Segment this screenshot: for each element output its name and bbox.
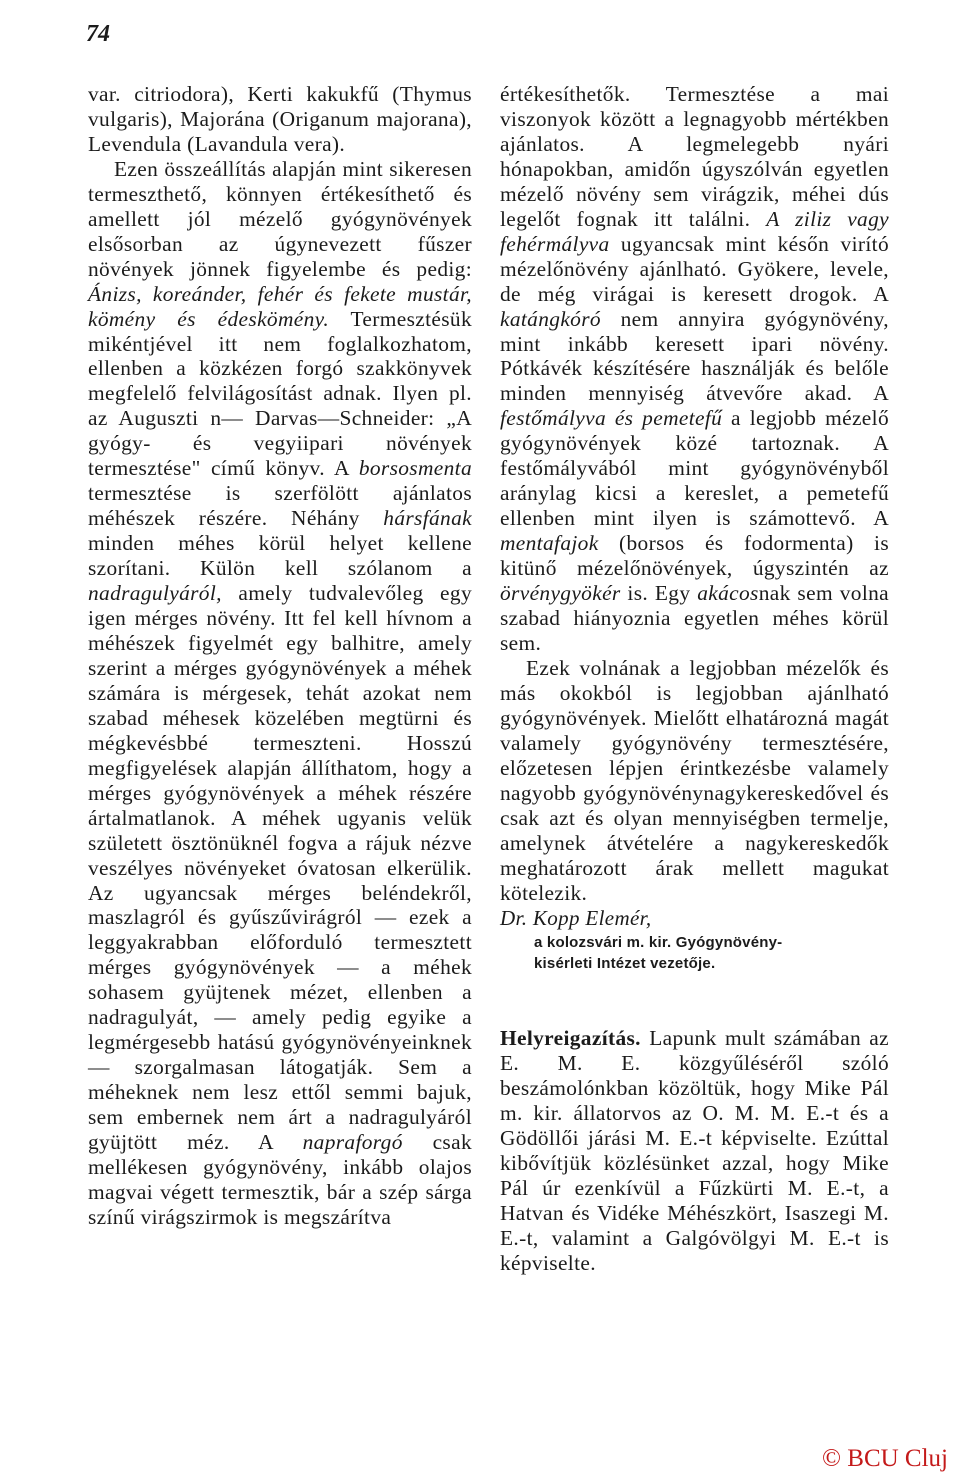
italic-plant-name: festőmályva és pemetefű [500,406,723,431]
italic-plant-name: akácos [697,581,759,606]
text-run: a legjobb mézelő gyógynövények közé tartoznak. A festőmályvából mint gyógynövényből aránylag kicsi a kereslet, a pemetefű ellenben mint ilyen is számottevő. A [500,406,889,531]
italic-plant-name: mentafajok [500,531,599,556]
correction-heading: Helyreigazítás. [500,1026,641,1051]
text-run: minden méhes körül helyet kellene szorítani. Külön kell szólanom a [88,531,472,581]
text-run: amely tudvalevőleg egy igen mérges növény. Itt fel kell hívnom a méhészek figyelmét egy balhitre, amely szerint a mérges gyógynövények a méhek számára is mérgesek, tehát azokat nem szabad méhesek közelében megtürni és mégkevésbbé termeszteni. Hosszú megfigyelések alapján állíthatom, hogy a mérges gyógynövények a méhek részére ártalmatlanok. A méhek ugyanis velük született ösztönüknél fogva a rájuk nézve veszélyes növényeket óvatosan elkerülik. Az ugyancsak mérges beléndekről, maszlagról és gyűszűvirágról — ezek a leggyakrabban előforduló termesztett mérges gyógynövények — a méhek sohasem gyüjtenek mézet, ellenben a nadragulyát, — amely pedig egyike a legmérgesebb hatású gyógynövényeinknek — szorgalmasan látogatják. Sem a méheknek nem lesz ettől semmi bajuk, sem embernek nem árt a nadragulyáról gyüjtött méz. A [88,581,472,1155]
text-run: termesztése is szerfölött ajánlatos méhészek részére. Néhány [88,481,472,531]
author-affiliation-line-2: kisérleti Intézet vezetője. [534,955,716,973]
correction-notice [500,1026,889,1276]
left-column [88,82,472,1230]
text-run: (borsos és fodormenta) is kitünő mézelőnövények, úgyszintén az [500,531,889,581]
library-watermark: © BCU Cluj [822,1445,948,1472]
paragraph-conclusion [500,656,889,906]
text-run: var. citriodora), Kerti kakukfű (Thymus vulgaris), Majorána (Origanum majorana), Levendula (Lavandula vera). [88,82,472,156]
text-run: nem annyira gyógynövény, mint inkább keresett ipari növény. Pótkávék készítésére használják és belőle minden mennyiség átvevőre akad. A [500,306,889,406]
author-affiliation-line-1: a kolozsvári m. kir. Gyógynövény- [534,934,783,952]
italic-plant-name: borsosmenta [358,456,472,481]
text-run: ugyancsak mint későn virító mézelőnövény ajánlható. Gyökere, levele, de még virágai is keresett drogok. A [500,231,889,306]
author-signature: Dr. Kopp Elemér, [500,906,652,931]
right-column [500,82,889,1276]
italic-plant-name: hársfának [383,506,472,531]
text-run: Termesztésük mikéntjével itt nem foglalkozhatom, ellenben a közkézen forgó szakkönyvek megfelelő felvilágosítást adnak. Ilyen pl. az Auguszti n— Darvas—Schneider: „A gyógy- és vegyiipari növények termesztése" című könyv. A [88,306,472,481]
italic-plant-name: örvénygyökér [500,581,621,606]
paragraph-sunflower-continued [500,82,889,656]
paragraph-spice-plants [88,157,472,1230]
paragraph-herb-list [88,82,472,157]
text-run: Ezek volnának a legjobban mézelők és más okokból is legjobban ajánlható gyógynövények. Mielőtt elhatározná magát valamely gyógynövény termesztésére, előzetesen lépjen érintkezésbe valamely nagyobb gyógynövénynagykereskedővel és csak azt és olyan mennyiségben termelje, amelynek átvételére a nagykereskedők meghatározott árak mellett magukat kötelezik. [500,655,889,905]
italic-plant-name: napraforgó [302,1130,403,1155]
italic-plant-name: katángkóró [500,306,601,331]
page-number: 74 [86,21,110,47]
italic-plant-name: A ziliz vagy fehérmályva [500,206,889,256]
italic-plant-names: Ánizs, koreánder, fehér és fekete mustár, kömény és édeskömény. [88,281,472,331]
text-run: csak mellékesen gyógynövény, inkább olajos magvai végett termesztik, bár a szép sárga színű virágszirmok is megszárítva [88,1130,473,1229]
italic-plant-name: nadragulyáról, [88,581,222,606]
text-run: Lapunk mult számában az E. M. E. közgyűléséről szóló beszámolónkban közöltük, hogy Mike Pál m. kir. állatorvos az O. M. M. E.-t és a Gödöllői járási M. E.-t képviselte. Ezúttal kibővítjük közlésünket azzal, hogy Mike Pál úr ezenkívül a Fűzkürti M. E.-t, a Hatvan és Vidéke Méhészkört, Isaszegi M. E.-t, valamint a Galgóvölgyi M. E.-t is képviselte. [500,1026,889,1276]
text-run: értékesíthetők. Termesztése a mai viszonyok között a legnagyobb mértékben ajánlatos. A legmelegebb nyári hónapokban, amidőn úgyszólván egyetlen mézelő növény sem virágzik, méhei dús legelőt fognak itt találni. [500,82,889,231]
text-run: nak sem volna szabad hiányoznia egyetlen méhes körül sem. [500,581,889,655]
text-run: Ezen összeállítás alapján mint sikeresen termeszthető, könnyen értékesíthető és amellett jól mézelő gyógynövények elsősorban az úgynevezett fűszer növények jönnek figyelembe és pedig: [88,156,472,281]
text-run: is. Egy [620,581,698,606]
